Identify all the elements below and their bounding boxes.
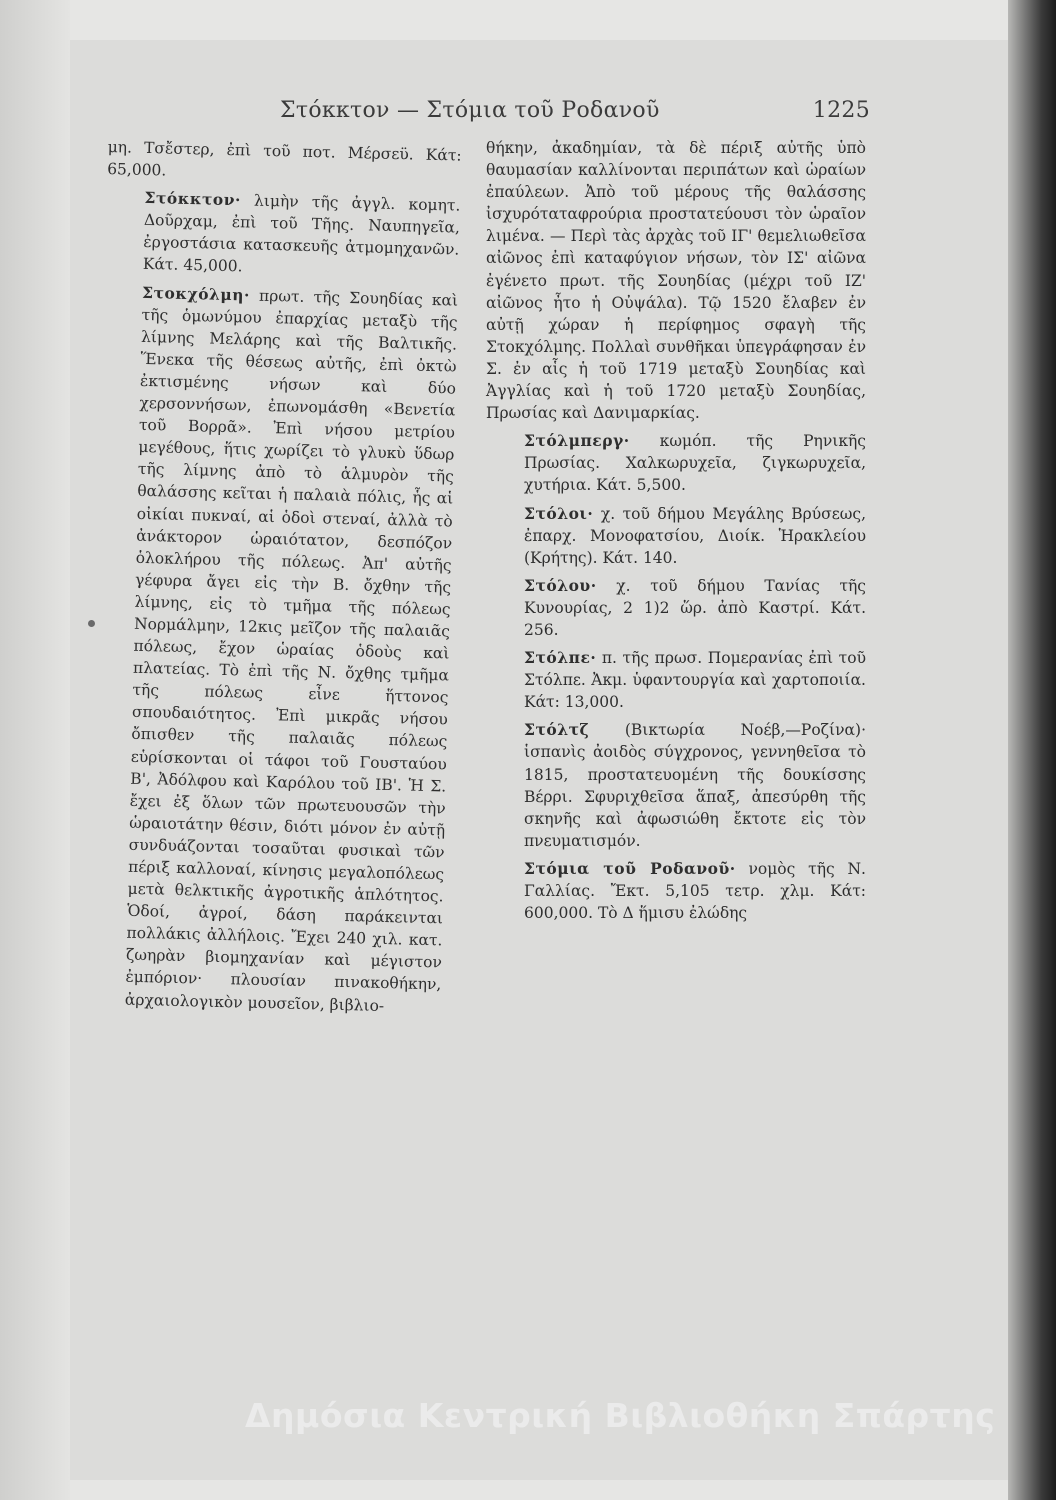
entry-text: νομὸς τῆς Ν. Γαλλίας. Ἔκτ. 5,105 τετρ. χλμ. Κάτ: 600,000. Τὸ Δ ἥμισυ ἐλώδης [524, 859, 866, 923]
entry-text: πρωτ. τῆς Σουηδίας καὶ τῆς ὁμωνύμου ἐπαρχίας μεταξὺ τῆς λίμνης Μελάρης καὶ τῆς Βαλτικῆς. Ἕνεκα τῆς θέσεως αὐτῆς, ἐπὶ ὀκτὼ ἐκτισμένης νήσων καὶ δύο χερσοννήσων, ἐπωνομάσθη «Βενετία τοῦ Βορρᾶ». Ἐπὶ νήσου μετρίου μεγέθους, ἥτις χωρίζει τὸ γλυκὺ ὕδωρ τῆς λίμνης ἀπὸ τὸ ἁλμυρὸν τῆς θαλάσσης κεῖται ἡ παλαιὰ πόλις, ἧς αἱ οἰκίαι πυκναί, αἱ ὁδοὶ στεναί, ἀλλὰ τὸ ἀνάκτορον ὡραιότατον, δεσπόζον ὁλοκλήρου τῆς πόλεως. Ἀπ' αὐτῆς γέφυρα ἄγει εἰς τὴν Β. ὄχθην τῆς λίμνης, εἰς τὸ τμῆμα τῆς πόλεως Νορμάλμην, 12κις μεῖζον τῆς παλαιᾶς πόλεως, ἔχον ὡραίας ὁδοὺς καὶ πλατείας. Τὸ ἐπὶ τῆς Ν. ὄχθης τμῆμα τῆς πόλεως εἶνε ἥττονος σπουδαιότητος. Ἐπὶ μικρᾶς νήσου ὄπισθεν τῆς παλαιᾶς πόλεως εὑρίσκονται οἱ τάφοι τοῦ Γουσταύου Β', Ἀδόλφου καὶ Καρόλου τοῦ ΙΒ'. Ἡ Σ. ἔχει ἐξ ὅλων τῶν πρωτευουσῶν τὴν ὡραιοτάτην θέσιν, διότι μόνον ἐν αὐτῇ συνδυάζονται τοσαῦται φυσικαὶ τῶν πέριξ καλλοναί, κίνησις μεγαλοπόλεως μετὰ θελκτικῆς ἀγροτικῆς ἁπλότητος. Ὁδοί, ἀγροί, δάση παράκεινται πολλάκις ἀλλήλοις. Ἔχει 240 χιλ. κατ. ζωηρὰν βιομηχανίαν καὶ μέγιστον ἐμπόριον· πλουσίαν πινακοθήκην, ἀρχαιολογικὸν μουσεῖον, βιβλιο- [124, 286, 459, 1015]
dictionary-entry [486, 647, 866, 713]
entry-headword: Στόκκτον· [144, 188, 242, 210]
running-header [280, 98, 870, 132]
right-column [486, 137, 866, 930]
entry-headword: Στόμια τοῦ Ροδανοῦ· [524, 858, 736, 878]
dictionary-entry [486, 575, 866, 641]
page-number: 1225 [812, 98, 870, 123]
entry-text: χ. τοῦ δήμου Τανίας τῆς Κυνουρίας, 2 1)2 ὥρ. ἀπὸ Καστρί. Κάτ. 256. [524, 576, 866, 639]
library-watermark: Δημόσια Κεντρική Βιβλιοθήκη Σπάρτης [245, 1396, 996, 1435]
entry-headword: Στόλου· [524, 575, 597, 595]
entry-headword: Στόλτζ [524, 720, 590, 740]
dictionary-entry [486, 719, 866, 852]
dictionary-entry [105, 186, 461, 283]
entry-text: χ. τοῦ δήμου Μεγάλης Βρύσεως, ἐπαρχ. Μονοφατσίου, Διοίκ. Ἡρακλείου (Κρήτης). Κάτ. 140. [524, 504, 866, 567]
entry-headword: Στοκχόλμη· [141, 282, 251, 305]
entry-headword: Στόλμπεργ· [524, 431, 630, 451]
dictionary-entry [486, 430, 866, 496]
margin-dot [88, 620, 95, 627]
continued-text: θήκην, ἀκαδημίαν, τὰ δὲ πέριξ αὐτῆς ὑπὸ θαυμασίαν καλλίνονται περιπάτων καὶ ὡραίων ἐπαύλεων. Ἀπὸ τοῦ μέρους τῆς θαλάσσης ἰσχυρόταταφρούρια προστατεύουσι τὸν ὡραῖον λιμένα. — Περὶ τὰς ἀρχὰς τοῦ ΙΓ' θεμελιωθεῖσα αἰῶνος ἐπὶ καταφύγιον νήσων, τὸν ΙΣ' αἰῶνα ἐγένετο πρωτ. τῆς Σουηδίας (μέχρι τοῦ ΙΖ' αἰῶνος ἦτο ἡ Οὐψάλα). Τῷ 1520 ἔλαβεν ἐν αὐτῇ χώραν ἡ περίφημος σφαγὴ τῆς Στοκχόλμης. Πολλαὶ συνθῆκαι ὑπεγράφησαν ἐν Σ. ἐν αἷς ἡ τοῦ 1719 μεταξὺ Σουηδίας καὶ Ἀγγλίας καὶ ἡ τοῦ 1720 μεταξὺ Σουηδίας, Πρωσίας καὶ Δανιμαρκίας. [486, 139, 866, 423]
continued-fragment: μη. Τσἔστερ, ἐπὶ τοῦ ποτ. Μέρσεϋ. Κάτ: 65,000. [106, 137, 462, 180]
entry-headword: Στόλοι· [524, 503, 594, 523]
entry-text: (Βικτωρία Νοέβ,—Ροζίνα)· ἱσπανὶς ἀοιδὸς σύγχρονος, γεννηθεῖσα τὸ 1815, προστατευομένη τῆς δουκίσσης Βέρρι. Σφυριχθεῖσα ἅπαξ, ἀπεσύρθη τῆς σκηνῆς καὶ ἀφωσιώθη ἔκτοτε εἰς τὸν πνευματισμόν. [524, 721, 866, 850]
entry-text: λιμὴν τῆς ἀγγλ. κομητ. Δοῦρχαμ, ἐπὶ τοῦ Τῆης. Ναυπηγεῖα, ἐργοστάσια κατασκευῆς ἀτμομηχανῶν. Κάτ. 45,000. [142, 191, 461, 276]
entry-headword: Στόλπε· [524, 648, 597, 668]
running-title: Στόκκτον — Στόμια τοῦ Ροδανοῦ [280, 98, 660, 123]
page-edge-shadow [1008, 0, 1056, 1500]
entry-text: π. τῆς πρωσ. Πομερανίας ἐπὶ τοῦ Στόλπε. Ἀκμ. ὑφαντουργία καὶ χαρτοποιία. Κάτ: 13,000. [524, 649, 866, 712]
entry-text: κωμόπ. τῆς Ρηνικῆς Πρωσίας. Χαλκωρυχεῖα, ζιγκωρυχεῖα, χυτήρια. Κάτ. 5,500. [524, 432, 866, 495]
dictionary-entry [486, 503, 866, 569]
dictionary-entry [87, 281, 459, 1019]
dictionary-entry [486, 858, 866, 924]
page-gutter-shadow [0, 0, 70, 1500]
left-column [87, 136, 462, 1024]
